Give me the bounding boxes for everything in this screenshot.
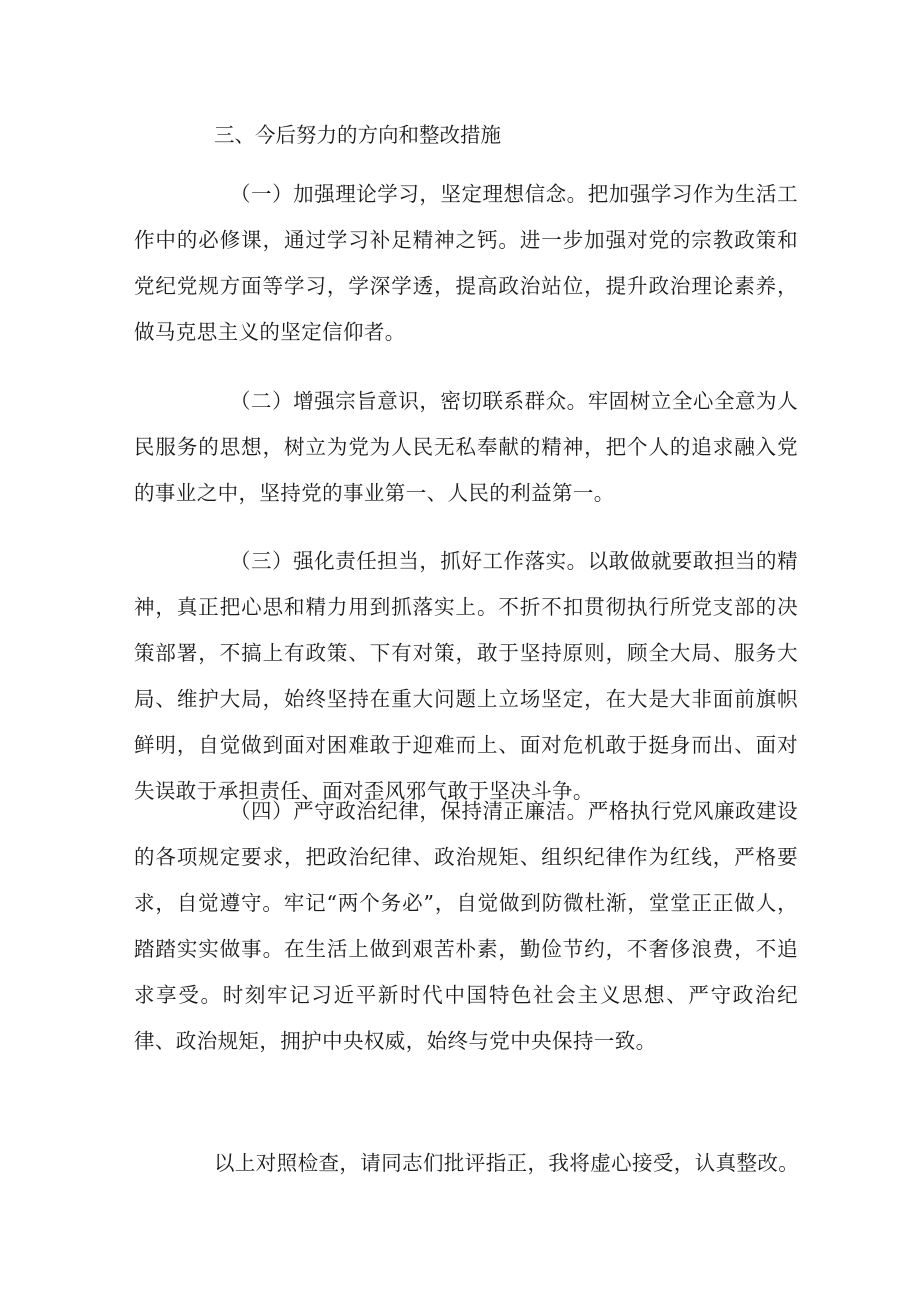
paragraph-2: （二）增强宗旨意识，密切联系群众。牢固树立全心全意为人民服务的思想，树立为党为人民无私奉献的精神，把个人的追求融入党的事业之中，坚持党的事业第一、人民的利益第一。 [134, 389, 798, 505]
closing-statement: 以上对照检查，请同志们批评指正，我将虚心接受，认真整改。 [214, 1151, 800, 1175]
paragraph-3: （三）强化责任担当，抓好工作落实。以敢做就要敢担当的精神，真正把心思和精力用到抓落实上。不折不扣贯彻执行所党支部的决策部署，不搞上有政策、下有对策，敢于坚持原则，顾全大局、服务大局、维护大局，始终坚持在重大问题上立场坚定，在大是大非面前旗帜鲜明，自觉做到面对困难敢于迎难而上、面对危机敢于挺身而出、面对失误敢于承担责任、面对歪风邪气敢于坚决斗争。 [134, 549, 798, 803]
paragraph-4: （四）严守政治纪律，保持清正廉洁。严格执行党风廉政建设的各项规定要求，把政治纪律、政治规矩、组织纪律作为红线，严格要求，自觉遵守。牢记“两个务必”，自觉做到防微杜渐，堂堂正正做人，踏踏实实做事。在生活上做到艰苦朴素，勤俭节约，不奢侈浪费，不追求享受。时刻牢记习近平新时代中国特色社会主义思想、严守政治纪律、政治规矩，拥护中央权威，始终与党中央保持一致。 [134, 799, 798, 1053]
paragraph-1: （一）加强理论学习，坚定理想信念。把加强学习作为生活工作中的必修课，通过学习补足精神之钙。进一步加强对党的宗教政策和党纪党规方面等学习，学深学透，提高政治站位，提升政治理论素养，做马克思主义的坚定信仰者。 [134, 182, 798, 344]
section-heading: 三、今后努力的方向和整改措施 [214, 123, 501, 147]
